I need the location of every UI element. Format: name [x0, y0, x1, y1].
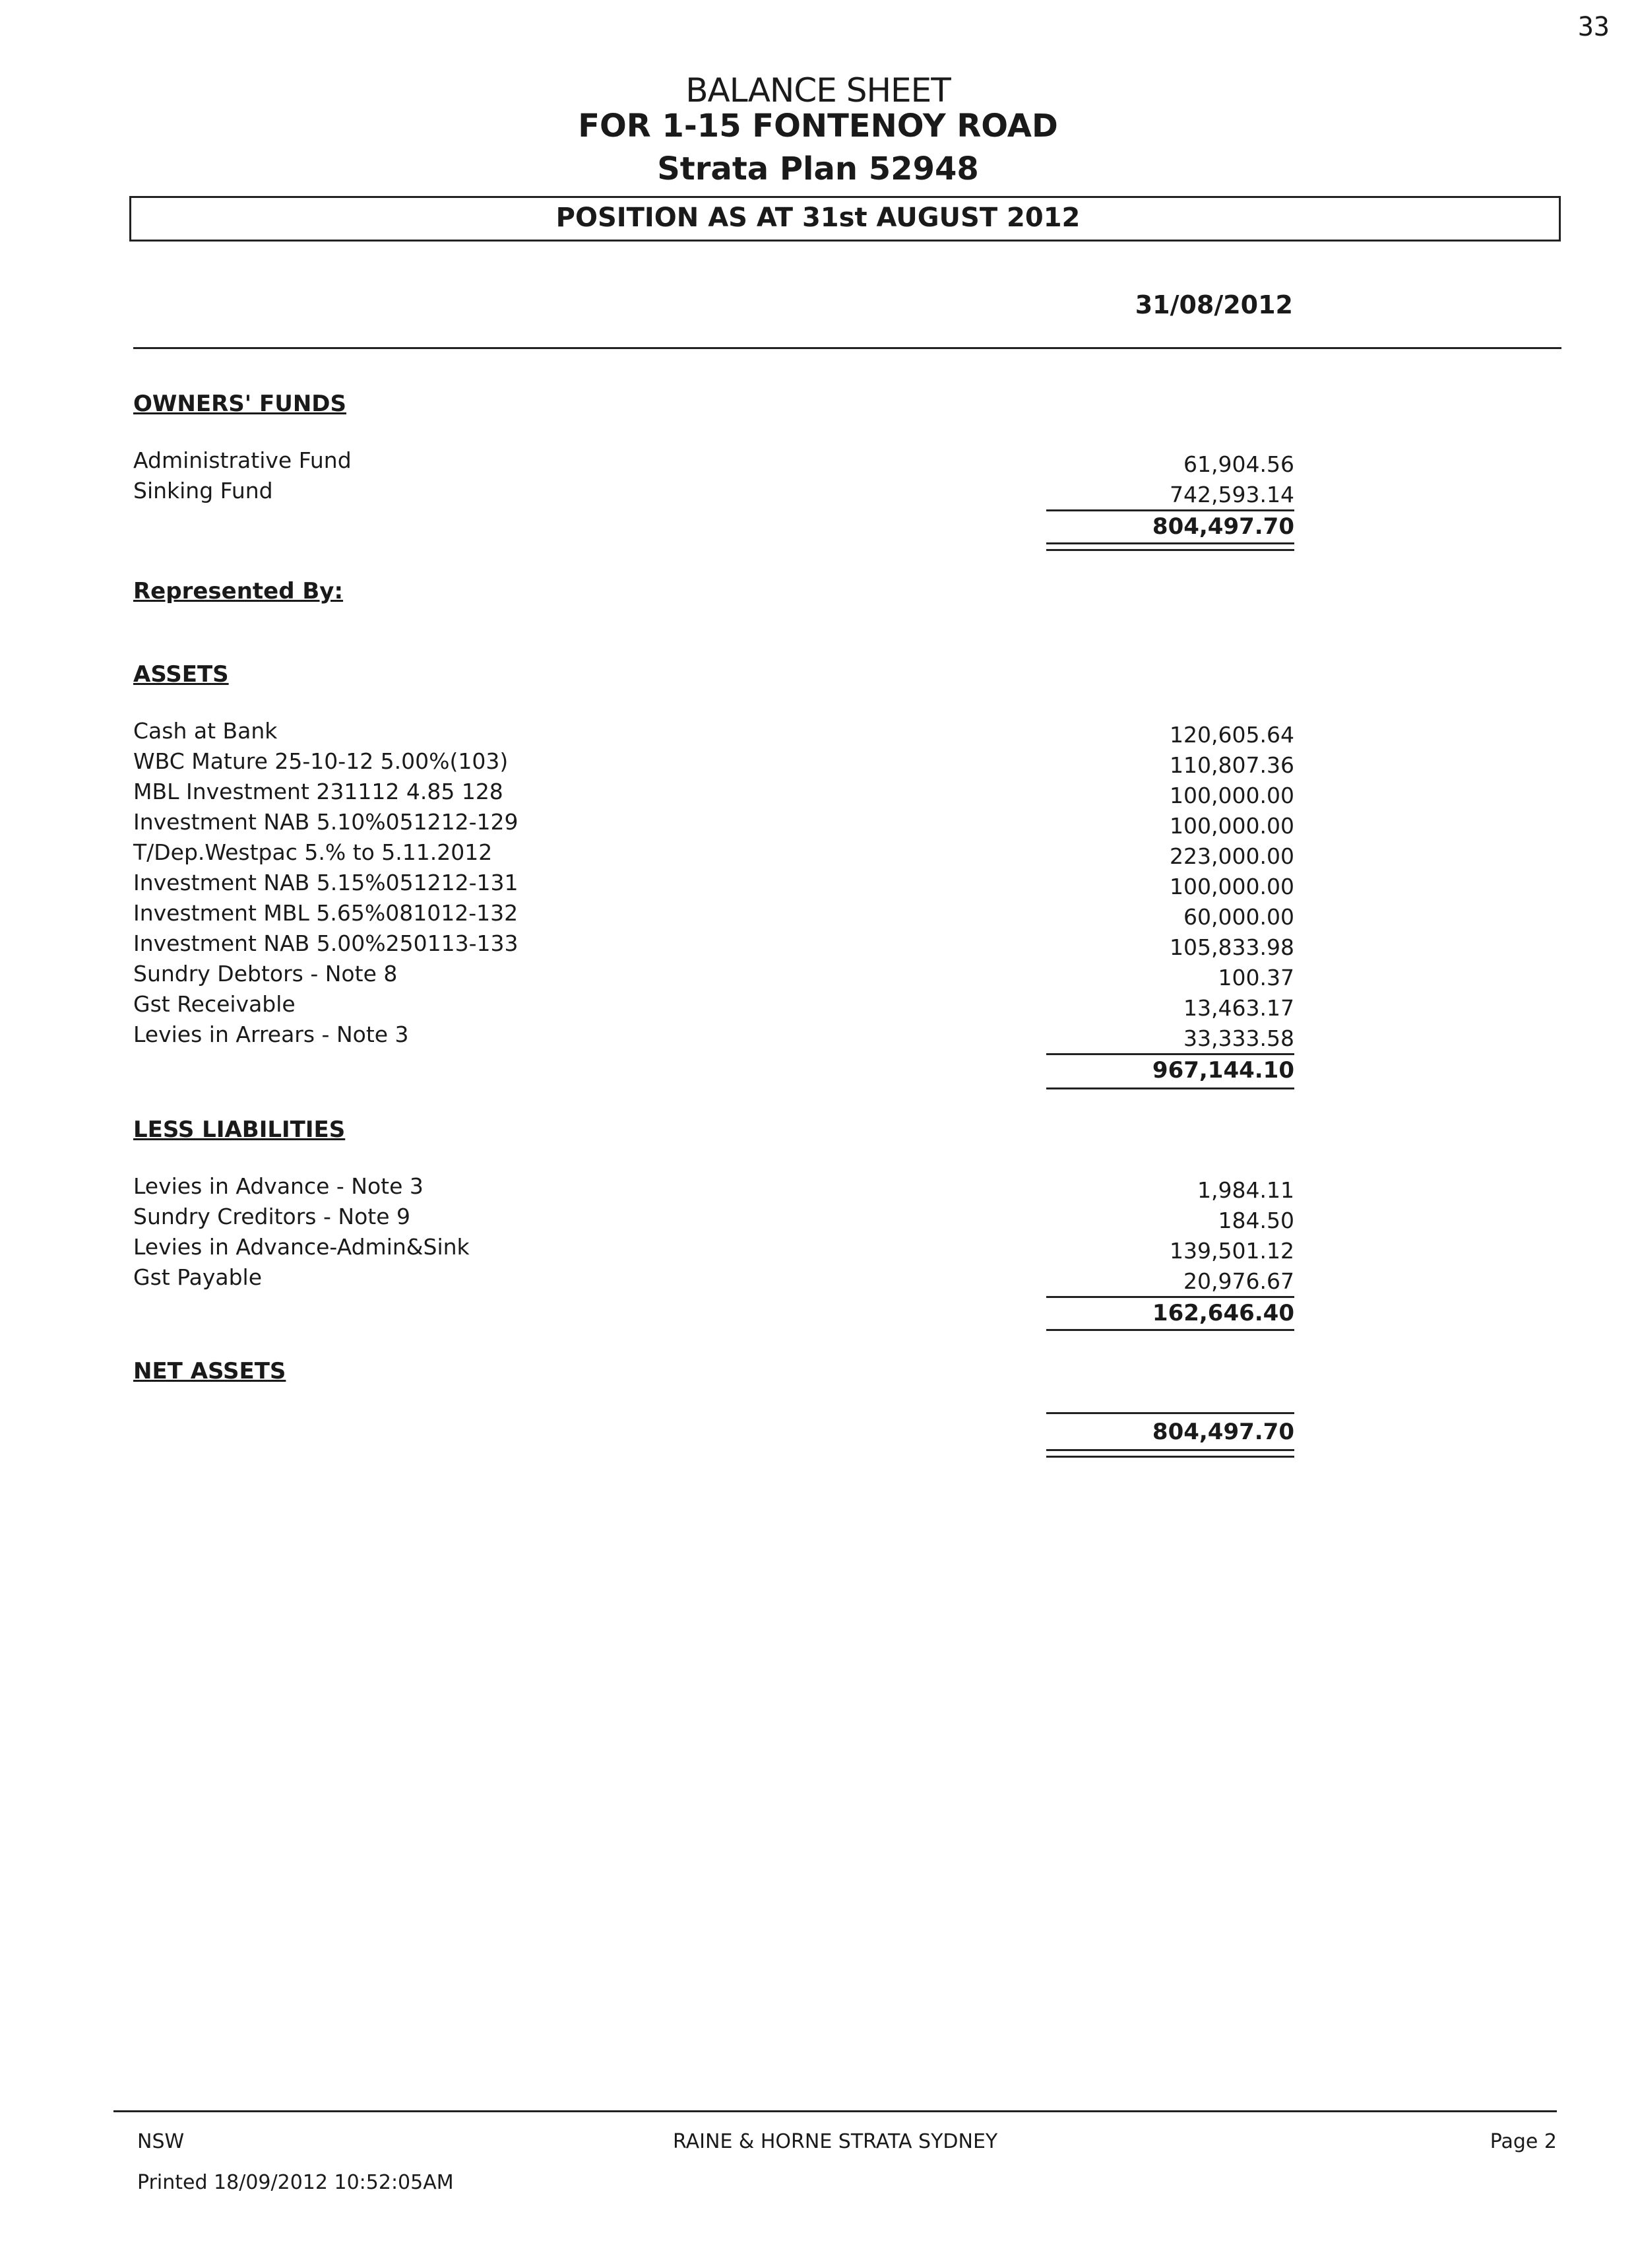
- line-item-label: MBL Investment 231112 4.85 128: [133, 779, 503, 804]
- line-item-label: Administrative Fund: [133, 447, 352, 473]
- line-item-amount: 110,807.36: [1170, 752, 1294, 778]
- line-item-amount: 13,463.17: [1183, 995, 1294, 1021]
- line-item-amount: 60,000.00: [1183, 904, 1294, 930]
- assets-total: 967,144.10: [1152, 1057, 1294, 1084]
- line-item-label: T/Dep.Westpac 5.% to 5.11.2012: [133, 839, 493, 865]
- line-item-label: Levies in Arrears - Note 3: [133, 1021, 409, 1047]
- line-item-amount: 100.37: [1218, 965, 1294, 990]
- double-rule-bottom: [1046, 1456, 1294, 1458]
- line-item-amount: 184.50: [1218, 1208, 1294, 1233]
- line-item-label: Gst Receivable: [133, 991, 296, 1017]
- header-divider: [133, 347, 1561, 349]
- line-item-label: Sinking Fund: [133, 478, 273, 503]
- line-item-amount: 100,000.00: [1170, 783, 1294, 808]
- column-date-header: 31/08/2012: [1135, 290, 1293, 319]
- line-item-amount: 100,000.00: [1170, 874, 1294, 899]
- double-rule-top: [1046, 1449, 1294, 1451]
- strata-plan: Strata Plan 52948: [657, 150, 979, 187]
- subtotal-rule: [1046, 1296, 1294, 1298]
- line-item-label: Investment NAB 5.10%051212-129: [133, 809, 519, 835]
- line-item-label: Investment NAB 5.15%051212-131: [133, 870, 519, 895]
- line-item-label: Gst Payable: [133, 1264, 263, 1290]
- net-assets-heading: NET ASSETS: [133, 1358, 286, 1384]
- line-item-amount: 139,501.12: [1170, 1238, 1294, 1264]
- line-item-label: Sundry Creditors - Note 9: [133, 1204, 410, 1229]
- total-rule: [1046, 1329, 1294, 1331]
- liabilities-heading: LESS LIABILITIES: [133, 1117, 346, 1143]
- document-title: BALANCE SHEET: [685, 71, 951, 110]
- position-date-label: POSITION AS AT 31st AUGUST 2012: [555, 203, 1081, 233]
- line-item-label: Investment MBL 5.65%081012-132: [133, 900, 519, 926]
- line-item-label: WBC Mature 25-10-12 5.00%(103): [133, 748, 509, 774]
- property-name: FOR 1-15 FONTENOY ROAD: [578, 108, 1058, 145]
- footer-page: Page 2: [1490, 2130, 1557, 2153]
- owners-funds-total: 804,497.70: [1152, 513, 1294, 540]
- net-assets-total: 804,497.70: [1152, 1419, 1294, 1445]
- footer-printed: Printed 18/09/2012 10:52:05AM: [137, 2171, 454, 2194]
- line-item-label: Cash at Bank: [133, 718, 278, 744]
- line-item-amount: 100,000.00: [1170, 813, 1294, 839]
- total-rule: [1046, 1087, 1294, 1089]
- double-rule-top: [1046, 542, 1294, 544]
- line-item-amount: 33,333.58: [1183, 1025, 1294, 1051]
- line-item-amount: 20,976.67: [1183, 1268, 1294, 1294]
- liabilities-total: 162,646.40: [1152, 1300, 1294, 1326]
- subtotal-rule: [1046, 1053, 1294, 1055]
- line-item-amount: 120,605.64: [1170, 722, 1294, 748]
- line-item-amount: 742,593.14: [1170, 482, 1294, 507]
- line-item-amount: 61,904.56: [1183, 451, 1294, 477]
- footer-state: NSW: [137, 2130, 185, 2153]
- page-number: 33: [1577, 12, 1610, 42]
- line-item-label: Levies in Advance - Note 3: [133, 1173, 424, 1199]
- line-item-label: Sundry Debtors - Note 8: [133, 961, 398, 987]
- represented-by-heading: Represented By:: [133, 578, 344, 604]
- subtotal-rule: [1046, 509, 1294, 511]
- line-item-amount: 105,833.98: [1170, 934, 1294, 960]
- double-rule-bottom: [1046, 549, 1294, 551]
- subtotal-rule: [1046, 1412, 1294, 1414]
- line-item-amount: 1,984.11: [1197, 1177, 1294, 1203]
- line-item-label: Levies in Advance-Admin&Sink: [133, 1234, 470, 1260]
- footer-company: RAINE & HORNE STRATA SYDNEY: [673, 2130, 998, 2153]
- owners-funds-heading: OWNERS' FUNDS: [133, 391, 346, 417]
- line-item-label: Investment NAB 5.00%250113-133: [133, 930, 519, 956]
- footer-divider: [113, 2110, 1557, 2112]
- assets-heading: ASSETS: [133, 661, 229, 688]
- line-item-amount: 223,000.00: [1170, 843, 1294, 869]
